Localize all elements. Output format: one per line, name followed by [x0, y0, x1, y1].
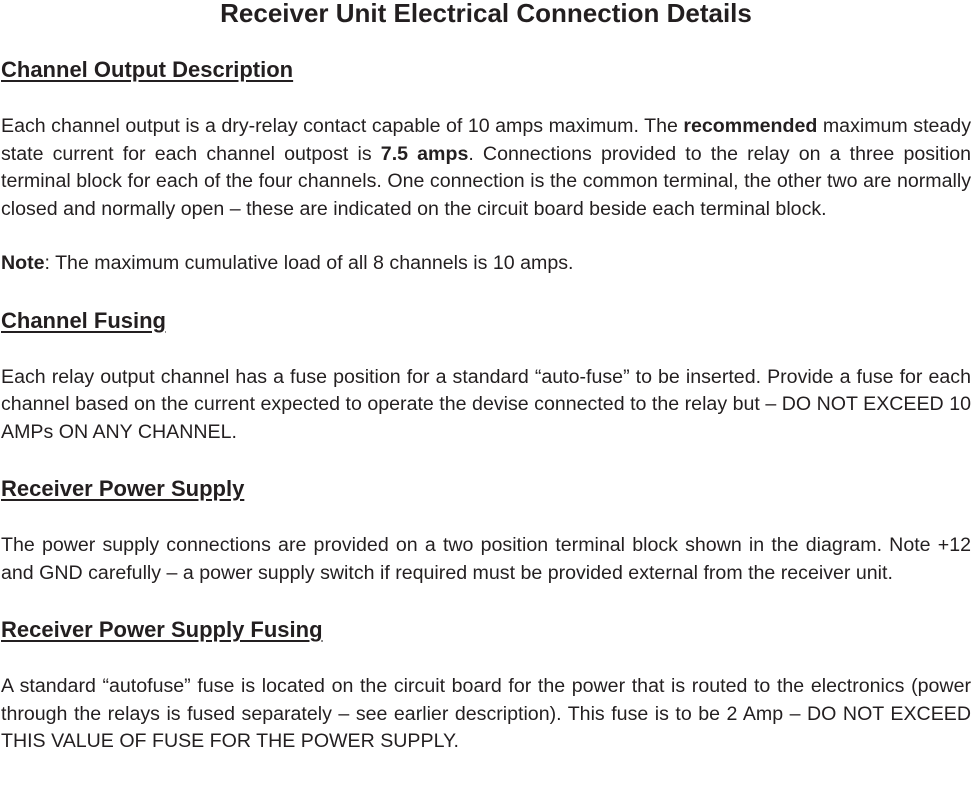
power-supply-fusing-paragraph: A standard “autofuse” fuse is located on the circuit board for the power that is routed to the electronics (power through the relays is fused separately – see earlier description). This fuse is to be 2 Amp – DO NOT EXCEED THIS VALUE OF FUSE FOR THE POWER SUPPLY.: [1, 675, 971, 752]
current-value-emphasis: 7.5 amps: [380, 142, 469, 165]
document-title: Receiver Unit Electrical Connection Details: [220, 0, 752, 28]
note-label: Note: [1, 252, 45, 274]
channel-output-paragraph: Each channel output is a dry-relay contact capable of 10 amps maximum. The recommended maximum steady state current for each channel outpost is 7.5 amps. Connections provided to the relay on a three position terminal block for each of the four channels. One connection is the common terminal, the other two are normally closed and normally open – these are indicated on the circuit board beside each terminal block.: [1, 115, 972, 220]
note-text: : The maximum cumulative load of all 8 channels is 10 amps.: [44, 252, 574, 274]
power-supply-paragraph: The power supply connections are provided on a two position terminal block shown in the diagram. Note +12 and GND carefully – a power supply switch if required must be provided external from the receiver unit.: [1, 534, 971, 584]
note-paragraph: [1, 250, 971, 278]
heading-power-supply-fusing: Receiver Power Supply Fusing: [1, 617, 323, 642]
heading-channel-output: Channel Output Description: [1, 57, 294, 82]
heading-power-supply: Receiver Power Supply: [1, 476, 245, 501]
recommended-emphasis: recommended: [683, 115, 818, 137]
channel-fusing-paragraph: Each relay output channel has a fuse position for a standard “auto-fuse” to be inserted. Provide a fuse for each channel based on the current expected to operate the devise connected to the relay but – DO NOT EXCEED 10 AMPs ON ANY CHANNEL.: [1, 365, 971, 443]
heading-channel-fusing: Channel Fusing: [1, 307, 166, 333]
